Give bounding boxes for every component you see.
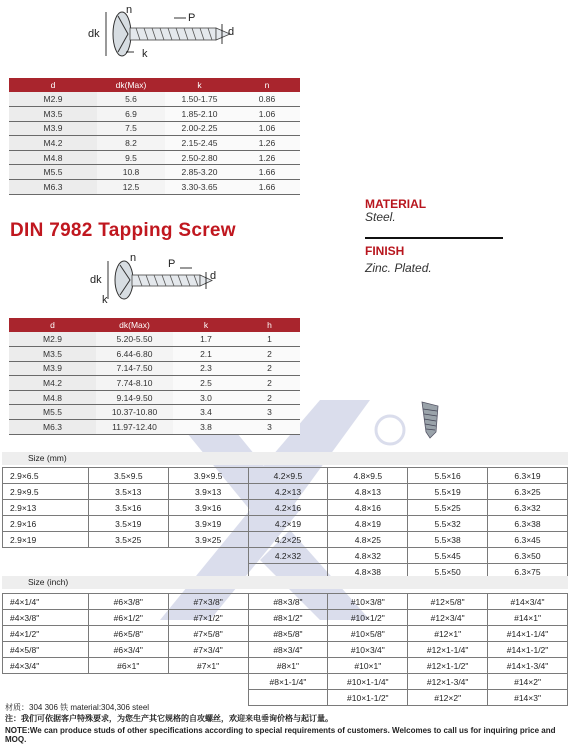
table-cell: 2.50-2.80 (165, 150, 234, 165)
size-cell: 3.5×16 (88, 500, 168, 516)
table-row (9, 92, 300, 107)
table-cell: 2 (239, 376, 300, 391)
size-cell: #10×1/2" (328, 610, 408, 626)
dimension-table-1 (9, 78, 300, 195)
size-cell: #6×3/8" (88, 594, 168, 610)
table-cell: M5.5 (9, 405, 96, 420)
label-n: n (130, 252, 137, 264)
table-cell: 1.26 (234, 136, 300, 151)
size-cell: 5.5×25 (408, 500, 488, 516)
table-cell: 0.86 (234, 92, 300, 107)
table-row (3, 548, 568, 564)
size-cell: 3.5×25 (88, 532, 168, 548)
size-cell: 6.3×25 (488, 484, 568, 500)
english-note: NOTE:We can produce studs of other specifications according to special requirements of customers. Welcomes to call us for inquiring price and MOQ. (5, 726, 556, 744)
material-note: 材质：304 306 铁 material:304,306 steel (5, 703, 150, 712)
size-cell: #8×1-1/4" (248, 674, 328, 690)
table-row (9, 347, 300, 362)
size-cell: 6.3×75 (488, 564, 568, 580)
table-cell: 3.4 (173, 405, 239, 420)
size-cell: #14×2" (488, 674, 568, 690)
size-cell: 6.3×38 (488, 516, 568, 532)
table-row (3, 532, 568, 548)
size-cell (168, 548, 248, 564)
table-row (9, 332, 300, 347)
screw-photo (418, 400, 444, 440)
size-cell: #7×1/2" (168, 610, 248, 626)
table-row (9, 136, 300, 151)
table-cell: 1.7 (173, 332, 239, 347)
size-cell: 6.3×19 (488, 468, 568, 484)
size-cell: 2.9×16 (3, 516, 89, 532)
table-cell: 7.14-7.50 (96, 361, 173, 376)
table-cell: 2 (239, 347, 300, 362)
label-dk: dk (88, 28, 100, 40)
table-cell: M3.5 (9, 107, 97, 122)
table-cell: 1 (239, 332, 300, 347)
table-row (3, 484, 568, 500)
column-header: k (165, 78, 234, 92)
size-cell (3, 548, 89, 564)
size-cell (88, 548, 168, 564)
table-cell: 3.0 (173, 390, 239, 405)
size-cell: #7×1" (168, 658, 248, 674)
table-cell: 3.30-3.65 (165, 180, 234, 195)
size-cell (168, 690, 248, 706)
size-cell: 2.9×13 (3, 500, 89, 516)
table-cell: M4.2 (9, 136, 97, 151)
size-cell: 4.8×13 (328, 484, 408, 500)
size-cell: #14×3" (488, 690, 568, 706)
size-cell: 4.8×32 (328, 548, 408, 564)
size-cell: 2.9×6.5 (3, 468, 89, 484)
table-cell: 7.74-8.10 (96, 376, 173, 391)
size-cell: #10×1-1/2" (328, 690, 408, 706)
size-cell: 4.2×13 (248, 484, 328, 500)
table-row (9, 180, 300, 195)
material-label: MATERIAL (365, 197, 427, 211)
size-cell (168, 674, 248, 690)
size-cell: 2.9×19 (3, 532, 89, 548)
table-cell: M6.3 (9, 420, 96, 435)
size-cell: #12×2" (408, 690, 488, 706)
screw-diagram-2 (88, 252, 218, 310)
size-cell: 6.3×45 (488, 532, 568, 548)
size-cell: 3.5×9.5 (88, 468, 168, 484)
size-cell: 3.9×19 (168, 516, 248, 532)
size-cell: 4.8×25 (328, 532, 408, 548)
label-d: d (210, 270, 217, 282)
material-value: Steel. (365, 210, 396, 224)
table-cell: M4.8 (9, 150, 97, 165)
table-row (3, 594, 568, 610)
size-cell: #8×3/4" (248, 642, 328, 658)
table-cell: 3 (239, 405, 300, 420)
size-cell: 5.5×19 (408, 484, 488, 500)
table-cell: 3 (239, 420, 300, 435)
size-cell: #10×5/8" (328, 626, 408, 642)
size-mm-table (2, 467, 568, 580)
screw-diagram-1 (82, 2, 242, 66)
table-cell: 2.00-2.25 (165, 121, 234, 136)
table-cell: 3.8 (173, 420, 239, 435)
table-row (9, 107, 300, 122)
column-header: d (9, 318, 96, 332)
size-cell: 4.2×9.5 (248, 468, 328, 484)
size-cell: 6.3×32 (488, 500, 568, 516)
table-cell: 1.26 (234, 150, 300, 165)
size-cell: 5.5×38 (408, 532, 488, 548)
table-cell: 2 (239, 390, 300, 405)
size-cell: 5.5×32 (408, 516, 488, 532)
size-cell: #6×1" (88, 658, 168, 674)
size-cell: #4×3/4" (3, 658, 89, 674)
size-cell (88, 674, 168, 690)
table-row (9, 150, 300, 165)
table-cell: 5.6 (97, 92, 165, 107)
column-header: k (173, 318, 239, 332)
table-header-row (9, 78, 300, 92)
label-n: n (126, 4, 133, 16)
size-cell: 4.8×19 (328, 516, 408, 532)
size-cell: 5.5×16 (408, 468, 488, 484)
table-row (3, 610, 568, 626)
size-cell: #4×1/2" (3, 626, 89, 642)
size-cell: 3.5×19 (88, 516, 168, 532)
table-cell: 2.5 (173, 376, 239, 391)
divider (365, 237, 503, 239)
size-cell: #14×3/4" (488, 594, 568, 610)
size-cell: 3.9×25 (168, 532, 248, 548)
size-cell: #10×1" (328, 658, 408, 674)
column-header: h (239, 318, 300, 332)
label-dk: dk (90, 274, 102, 286)
table-cell: 9.14-9.50 (96, 390, 173, 405)
size-cell: #4×3/8" (3, 610, 89, 626)
table-cell: 9.5 (97, 150, 165, 165)
table-row (3, 500, 568, 516)
table-cell: 2.85-3.20 (165, 165, 234, 180)
size-cell: 5.5×45 (408, 548, 488, 564)
table-cell: M4.8 (9, 390, 96, 405)
table-row (9, 165, 300, 180)
size-cell: #10×3/8" (328, 594, 408, 610)
table-cell: M2.9 (9, 92, 97, 107)
table-cell: M5.5 (9, 165, 97, 180)
table-cell: M2.9 (9, 332, 96, 347)
size-cell: #4×5/8" (3, 642, 89, 658)
table-cell: 2.3 (173, 361, 239, 376)
label-p: P (188, 12, 196, 24)
column-header: dk(Max) (97, 78, 165, 92)
size-cell: 3.9×9.5 (168, 468, 248, 484)
size-cell: #14×1-3/4" (488, 658, 568, 674)
size-cell: #6×1/2" (88, 610, 168, 626)
table-cell: 2.1 (173, 347, 239, 362)
table-row (3, 674, 568, 690)
size-cell: 6.3×50 (488, 548, 568, 564)
table-cell: 2 (239, 361, 300, 376)
table-row (3, 468, 568, 484)
table-row (9, 361, 300, 376)
dimension-table-2 (9, 318, 300, 435)
size-cell: 4.2×19 (248, 516, 328, 532)
table-row (3, 642, 568, 658)
size-cell: #10×1-1/4" (328, 674, 408, 690)
size-inch-table (2, 593, 568, 706)
table-cell: 10.37-10.80 (96, 405, 173, 420)
size-cell: 3.5×13 (88, 484, 168, 500)
size-cell: #7×5/8" (168, 626, 248, 642)
size-cell: #12×5/8" (408, 594, 488, 610)
size-cell: #8×5/8" (248, 626, 328, 642)
table-cell: 1.06 (234, 121, 300, 136)
size-cell: #4×1/4" (3, 594, 89, 610)
size-cell: 4.2×32 (248, 548, 328, 564)
size-cell: 3.9×16 (168, 500, 248, 516)
table-row (3, 658, 568, 674)
label-p: P (168, 258, 176, 270)
size-inch-heading: Size (inch) (2, 576, 568, 589)
size-cell: #6×5/8" (88, 626, 168, 642)
chinese-note: 注：我们可依据客户特殊要求，为您生产其它规格的自攻螺丝，欢迎来电垂询价格与起订量。 (5, 714, 333, 723)
table-row (9, 121, 300, 136)
size-cell: #8×1" (248, 658, 328, 674)
table-cell: 6.9 (97, 107, 165, 122)
size-cell: #7×3/8" (168, 594, 248, 610)
table-cell: M4.2 (9, 376, 96, 391)
table-header-row (9, 318, 300, 332)
table-cell: 1.66 (234, 180, 300, 195)
table-row (3, 626, 568, 642)
size-cell: #8×3/8" (248, 594, 328, 610)
table-cell: M3.9 (9, 121, 97, 136)
table-cell: M3.9 (9, 361, 96, 376)
size-cell: 4.2×16 (248, 500, 328, 516)
size-cell: 4.8×16 (328, 500, 408, 516)
size-mm-heading: Size (mm) (2, 452, 568, 465)
table-row (9, 376, 300, 391)
size-cell: 4.8×38 (328, 564, 408, 580)
table-row (3, 516, 568, 532)
table-cell: M6.3 (9, 180, 97, 195)
table-cell: 6.44-6.80 (96, 347, 173, 362)
table-cell: 1.66 (234, 165, 300, 180)
size-cell: #8×1/2" (248, 610, 328, 626)
size-cell: #6×3/4" (88, 642, 168, 658)
column-header: n (234, 78, 300, 92)
table-cell: M3.5 (9, 347, 96, 362)
page-title: DIN 7982 Tapping Screw (10, 220, 236, 241)
size-cell (248, 690, 328, 706)
size-cell: #12×1-1/4" (408, 642, 488, 658)
table-cell: 7.5 (97, 121, 165, 136)
table-cell: 8.2 (97, 136, 165, 151)
table-cell: 1.50-1.75 (165, 92, 234, 107)
size-cell: #12×1" (408, 626, 488, 642)
label-d: d (228, 26, 235, 38)
size-cell: 4.2×25 (248, 532, 328, 548)
table-cell: 5.20-5.50 (96, 332, 173, 347)
label-k: k (142, 48, 148, 60)
table-cell: 10.8 (97, 165, 165, 180)
size-cell: #14×1-1/4" (488, 626, 568, 642)
size-cell: 2.9×9.5 (3, 484, 89, 500)
size-cell: 5.5×50 (408, 564, 488, 580)
table-cell: 1.85-2.10 (165, 107, 234, 122)
table-cell: 12.5 (97, 180, 165, 195)
size-cell: #14×1" (488, 610, 568, 626)
size-cell: #12×1-1/2" (408, 658, 488, 674)
size-cell (3, 674, 89, 690)
table-row (9, 420, 300, 435)
size-cell: #12×3/4" (408, 610, 488, 626)
table-cell: 2.15-2.45 (165, 136, 234, 151)
finish-value: Zinc. Plated. (365, 261, 432, 275)
size-cell: 3.9×13 (168, 484, 248, 500)
size-cell: 4.8×9.5 (328, 468, 408, 484)
size-cell: #12×1-3/4" (408, 674, 488, 690)
table-row (9, 405, 300, 420)
table-row (9, 390, 300, 405)
label-k: k (102, 294, 108, 306)
size-cell: #7×3/4" (168, 642, 248, 658)
finish-label: FINISH (365, 244, 405, 258)
table-cell: 1.06 (234, 107, 300, 122)
column-header: d (9, 78, 97, 92)
size-cell: #14×1-1/2" (488, 642, 568, 658)
table-cell: 11.97-12.40 (96, 420, 173, 435)
column-header: dk(Max) (96, 318, 173, 332)
size-cell: #10×3/4" (328, 642, 408, 658)
